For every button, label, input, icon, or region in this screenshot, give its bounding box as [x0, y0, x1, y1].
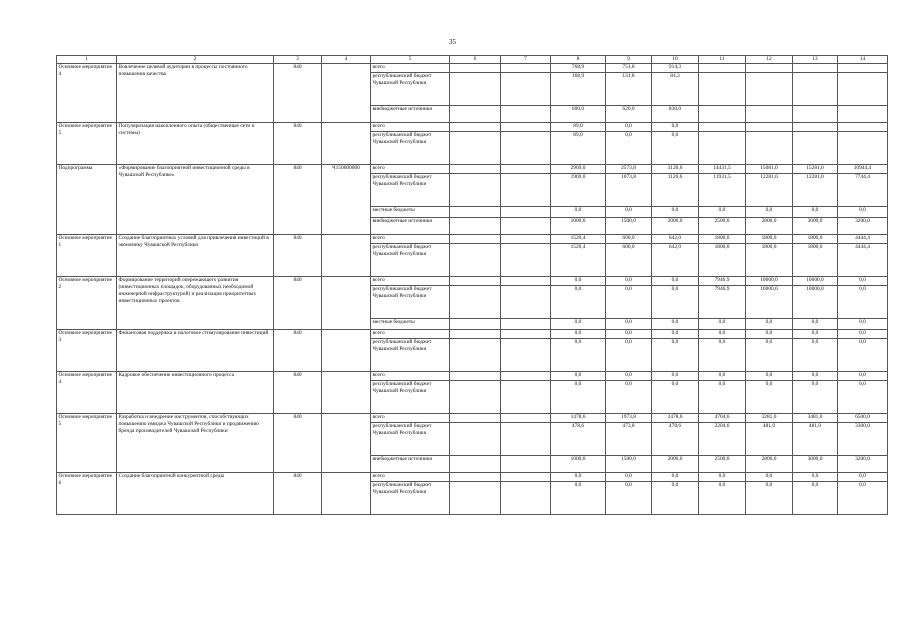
value-cell: 751,8 — [606, 63, 652, 72]
value-cell: 12281,0 — [793, 173, 838, 206]
value-cell: 0,0 — [551, 338, 606, 371]
value-cell: 3281,0 — [746, 413, 793, 422]
column-number-4: 4 — [322, 56, 371, 64]
empty-cell — [450, 455, 501, 472]
value-cell: 1969,0 — [551, 173, 606, 206]
value-cell: 0,0 — [793, 206, 838, 217]
value-cell: 1000,0 — [551, 217, 606, 234]
value-cell — [793, 72, 838, 105]
empty-cell — [501, 422, 551, 455]
value-cell: 2969,0 — [551, 164, 606, 173]
responsible-code-cell: 840 — [274, 371, 322, 413]
value-cell: 14431,5 — [699, 164, 746, 173]
value-cell: 15081,0 — [746, 164, 793, 173]
empty-cell — [501, 455, 551, 472]
empty-cell — [450, 234, 501, 243]
value-cell: 0,0 — [793, 472, 838, 481]
table-row — [57, 329, 888, 338]
responsible-code-cell: 840 — [274, 413, 322, 472]
empty-cell — [450, 243, 501, 276]
empty-cell — [501, 234, 551, 243]
funding-source-cell: всего — [371, 413, 450, 422]
value-cell: 481,0 — [793, 422, 838, 455]
value-cell: 0,0 — [838, 276, 888, 285]
value-cell: 620,0 — [606, 105, 652, 122]
value-cell: 0,0 — [793, 329, 838, 338]
funding-source-cell: республиканский бюджет Чувашской Республики — [371, 173, 450, 206]
value-cell: 0,0 — [551, 472, 606, 481]
value-cell: 10000,0 — [793, 285, 838, 318]
funding-source-cell: местные бюджеты — [371, 318, 450, 329]
value-cell: 0,0 — [606, 131, 652, 164]
column-number-7: 7 — [501, 56, 551, 64]
value-cell: 0,0 — [746, 206, 793, 217]
value-cell: 1073,8 — [606, 173, 652, 206]
funding-source-cell: республиканский бюджет Чувашской Республики — [371, 380, 450, 413]
empty-cell — [450, 422, 501, 455]
value-cell: 1500,0 — [606, 217, 652, 234]
empty-cell — [450, 206, 501, 217]
value-cell: 4444,4 — [838, 234, 888, 243]
value-cell: 1800,0 — [793, 234, 838, 243]
empty-cell — [450, 164, 501, 173]
value-cell: 0,0 — [652, 338, 699, 371]
value-cell: 1500,0 — [606, 455, 652, 472]
value-cell: 0,0 — [652, 131, 699, 164]
funding-source-cell: всего — [371, 276, 450, 285]
table-row — [57, 371, 888, 380]
empty-cell — [501, 206, 551, 217]
value-cell: 3200,0 — [838, 455, 888, 472]
column-number-14: 14 — [838, 56, 888, 64]
column-number-13: 13 — [793, 56, 838, 64]
event-name-cell: Основное мероприятие 4 — [57, 371, 117, 413]
table-row — [57, 164, 888, 173]
table-header-row — [57, 56, 888, 64]
empty-cell — [501, 318, 551, 329]
table-row — [57, 276, 888, 285]
value-cell: 0,0 — [551, 318, 606, 329]
value-cell — [746, 131, 793, 164]
empty-cell — [450, 413, 501, 422]
value-cell — [838, 131, 888, 164]
table-row — [57, 63, 888, 72]
value-cell: 89,0 — [551, 122, 606, 131]
table-row — [57, 413, 888, 422]
value-cell — [838, 122, 888, 131]
value-cell: 0,0 — [699, 481, 746, 514]
value-cell: 0,0 — [838, 380, 888, 413]
responsible-code-cell: 840 — [274, 276, 322, 329]
value-cell: 0,0 — [746, 481, 793, 514]
value-cell: 1478,6 — [551, 413, 606, 422]
value-cell: 0,0 — [746, 472, 793, 481]
value-cell: 0,0 — [699, 380, 746, 413]
empty-cell — [450, 371, 501, 380]
value-cell: 131,8 — [606, 72, 652, 105]
empty-cell — [450, 173, 501, 206]
value-cell: 600,0 — [551, 105, 606, 122]
funding-source-cell: внебюджетные источники — [371, 217, 450, 234]
value-cell: 7744,4 — [838, 173, 888, 206]
empty-cell — [501, 413, 551, 422]
empty-cell — [450, 122, 501, 131]
funding-source-cell: всего — [371, 122, 450, 131]
value-cell: 0,0 — [606, 371, 652, 380]
empty-cell — [501, 472, 551, 481]
value-cell: 0,0 — [838, 472, 888, 481]
value-cell: 0,0 — [793, 481, 838, 514]
value-cell — [746, 63, 793, 72]
empty-cell — [501, 173, 551, 206]
empty-cell — [450, 131, 501, 164]
value-cell: 914,3 — [652, 63, 699, 72]
budget-code-cell — [322, 276, 371, 329]
value-cell: 2500,0 — [699, 217, 746, 234]
budget-code-cell: Ч150000000 — [322, 164, 371, 234]
value-cell: 0,0 — [606, 338, 652, 371]
value-cell: 0,0 — [551, 285, 606, 318]
funding-source-cell: всего — [371, 329, 450, 338]
event-name-cell: Основное мероприятие 5 — [57, 413, 117, 472]
responsible-code-cell: 840 — [274, 122, 322, 164]
budget-code-cell — [322, 122, 371, 164]
event-name-cell: Основное мероприятие 6 — [57, 472, 117, 514]
value-cell: 15281,0 — [793, 164, 838, 173]
value-cell — [746, 105, 793, 122]
value-cell: 4444,4 — [838, 243, 888, 276]
event-name-cell: Основное мероприятие 1 — [57, 234, 117, 276]
responsible-code-cell: 840 — [274, 234, 322, 276]
empty-cell — [501, 371, 551, 380]
empty-cell — [450, 318, 501, 329]
event-name-cell: Основное мероприятие 3 — [57, 329, 117, 371]
value-cell: 0,0 — [793, 371, 838, 380]
value-cell: 0,0 — [746, 329, 793, 338]
event-description-cell: Финансовая поддержка и налоговое стимулирование инвестиций — [117, 329, 274, 371]
empty-cell — [501, 481, 551, 514]
column-number-12: 12 — [746, 56, 793, 64]
event-name-cell: Основное мероприятие 5 — [57, 122, 117, 164]
budget-code-cell — [322, 63, 371, 122]
value-cell: 642,0 — [652, 234, 699, 243]
value-cell: 0,0 — [551, 329, 606, 338]
value-cell: 0,0 — [746, 338, 793, 371]
value-cell: 0,0 — [551, 276, 606, 285]
column-number-8: 8 — [551, 56, 606, 64]
empty-cell — [450, 63, 501, 72]
funding-source-cell: внебюджетные источники — [371, 105, 450, 122]
value-cell: 600,0 — [606, 243, 652, 276]
funding-source-cell: республиканский бюджет Чувашской Республики — [371, 422, 450, 455]
value-cell: 1800,0 — [699, 243, 746, 276]
empty-cell — [450, 285, 501, 318]
value-cell: 0,0 — [606, 380, 652, 413]
value-cell — [838, 105, 888, 122]
responsible-code-cell: 840 — [274, 472, 322, 514]
budget-code-cell — [322, 329, 371, 371]
value-cell: 10000,0 — [746, 276, 793, 285]
event-description-cell: Вовлечение целевой аудитории в процессы постоянного повышения качества — [117, 63, 274, 122]
value-cell: 0,0 — [606, 329, 652, 338]
value-cell: 0,0 — [606, 276, 652, 285]
value-cell: 0,0 — [793, 338, 838, 371]
value-cell — [746, 72, 793, 105]
value-cell: 0,0 — [551, 206, 606, 217]
budget-code-cell — [322, 371, 371, 413]
column-number-2: 2 — [117, 56, 274, 64]
value-cell: 0,0 — [652, 380, 699, 413]
table-row — [57, 472, 888, 481]
value-cell — [793, 122, 838, 131]
budget-code-cell — [322, 413, 371, 472]
value-cell: 10944,4 — [838, 164, 888, 173]
empty-cell — [450, 338, 501, 371]
column-number-6: 6 — [450, 56, 501, 64]
value-cell: 0,0 — [551, 380, 606, 413]
value-cell: 478,6 — [652, 422, 699, 455]
empty-cell — [501, 164, 551, 173]
page-number: 35 — [449, 38, 456, 46]
value-cell: 3120,6 — [652, 164, 699, 173]
empty-cell — [450, 472, 501, 481]
value-cell: 0,0 — [606, 481, 652, 514]
funding-source-cell: внебюджетные источники — [371, 455, 450, 472]
column-number-1: 1 — [57, 56, 117, 64]
empty-cell — [501, 243, 551, 276]
funding-source-cell: всего — [371, 234, 450, 243]
value-cell: 2478,6 — [652, 413, 699, 422]
funding-source-cell: республиканский бюджет Чувашской Республики — [371, 72, 450, 105]
value-cell: 830,0 — [652, 105, 699, 122]
value-cell: 0,0 — [746, 380, 793, 413]
value-cell: 2573,8 — [606, 164, 652, 173]
value-cell: 3200,0 — [838, 217, 888, 234]
event-name-cell: Подпрограмма — [57, 164, 117, 234]
event-name-cell: Основное мероприятие 2 — [57, 276, 117, 329]
responsible-code-cell: 840 — [274, 164, 322, 234]
program-finance-table — [56, 55, 888, 515]
event-name-cell: Основное мероприятие 4 — [57, 63, 117, 122]
funding-source-cell: республиканский бюджет Чувашской Республики — [371, 481, 450, 514]
value-cell: 0,0 — [838, 481, 888, 514]
value-cell: 2500,0 — [699, 455, 746, 472]
value-cell: 0,0 — [838, 329, 888, 338]
value-cell: 0,0 — [652, 371, 699, 380]
column-number-10: 10 — [652, 56, 699, 64]
funding-source-cell: всего — [371, 472, 450, 481]
value-cell: 89,0 — [551, 131, 606, 164]
empty-cell — [450, 217, 501, 234]
event-description-cell: Популяризация накопленного опыта (общественные сети и системы) — [117, 122, 274, 164]
responsible-code-cell: 840 — [274, 63, 322, 122]
value-cell: 3481,0 — [793, 413, 838, 422]
value-cell: 0,0 — [793, 380, 838, 413]
table-row — [57, 234, 888, 243]
event-description-cell: Кадровое обеспечение инвестиционного процесса — [117, 371, 274, 413]
value-cell: 84,3 — [652, 72, 699, 105]
value-cell: 0,0 — [606, 206, 652, 217]
value-cell — [793, 131, 838, 164]
column-number-3: 3 — [274, 56, 322, 64]
event-description-cell: «Формирование благоприятной инвестиционной среды в Чувашской Республике» — [117, 164, 274, 234]
value-cell: 10000,0 — [793, 276, 838, 285]
column-number-11: 11 — [699, 56, 746, 64]
value-cell: 600,0 — [606, 234, 652, 243]
value-cell: 478,6 — [551, 422, 606, 455]
responsible-code-cell: 840 — [274, 329, 322, 371]
value-cell — [793, 63, 838, 72]
funding-source-cell: всего — [371, 164, 450, 173]
value-cell — [793, 105, 838, 122]
value-cell: 0,0 — [699, 318, 746, 329]
value-cell: 0,0 — [746, 318, 793, 329]
value-cell: 0,0 — [838, 371, 888, 380]
empty-cell — [501, 217, 551, 234]
value-cell: 1800,0 — [746, 234, 793, 243]
value-cell: 10000,0 — [746, 285, 793, 318]
value-cell: 11931,5 — [699, 173, 746, 206]
value-cell: 2800,0 — [746, 455, 793, 472]
empty-cell — [501, 63, 551, 72]
value-cell: 0,0 — [652, 206, 699, 217]
empty-cell — [501, 285, 551, 318]
value-cell: 0,0 — [838, 285, 888, 318]
empty-cell — [450, 380, 501, 413]
value-cell: 1520,4 — [551, 234, 606, 243]
value-cell: 0,0 — [699, 472, 746, 481]
value-cell: 4704,6 — [699, 413, 746, 422]
empty-cell — [450, 105, 501, 122]
value-cell: 473,8 — [606, 422, 652, 455]
value-cell: 0,0 — [652, 285, 699, 318]
value-cell: 6500,0 — [838, 413, 888, 422]
value-cell: 0,0 — [699, 371, 746, 380]
column-number-9: 9 — [606, 56, 652, 64]
event-description-cell: Создание благоприятной конкурентной среды — [117, 472, 274, 514]
event-description-cell: Формирование территорий опережающего развития (инвестиционных площадок, оборудованных необходимой инженерной инфраструктурой) и реализация приоритетных инвестиционных проектов — [117, 276, 274, 329]
empty-cell — [450, 329, 501, 338]
value-cell: 0,0 — [838, 206, 888, 217]
empty-cell — [450, 72, 501, 105]
value-cell: 768,9 — [551, 63, 606, 72]
empty-cell — [501, 122, 551, 131]
value-cell: 0,0 — [838, 318, 888, 329]
empty-cell — [450, 481, 501, 514]
value-cell: 2800,0 — [746, 217, 793, 234]
empty-cell — [501, 131, 551, 164]
empty-cell — [501, 105, 551, 122]
funding-source-cell: республиканский бюджет Чувашской Республики — [371, 243, 450, 276]
value-cell: 1120,6 — [652, 173, 699, 206]
value-cell: 2000,0 — [652, 217, 699, 234]
empty-cell — [501, 380, 551, 413]
value-cell: 0,0 — [652, 329, 699, 338]
value-cell: 0,0 — [699, 338, 746, 371]
value-cell: 0,0 — [699, 329, 746, 338]
budget-code-cell — [322, 472, 371, 514]
value-cell: 0,0 — [551, 371, 606, 380]
value-cell: 2000,0 — [652, 455, 699, 472]
table-row — [57, 122, 888, 131]
value-cell: 0,0 — [652, 481, 699, 514]
funding-source-cell: республиканский бюджет Чувашской Республики — [371, 285, 450, 318]
value-cell — [838, 63, 888, 72]
value-cell: 2204,6 — [699, 422, 746, 455]
value-cell: 0,0 — [652, 122, 699, 131]
value-cell: 0,0 — [606, 472, 652, 481]
value-cell: 7946,9 — [699, 285, 746, 318]
value-cell — [838, 72, 888, 105]
value-cell: 1800,0 — [699, 234, 746, 243]
funding-source-cell: республиканский бюджет Чувашской Республики — [371, 338, 450, 371]
value-cell — [699, 122, 746, 131]
value-cell: 1973,8 — [606, 413, 652, 422]
value-cell — [699, 131, 746, 164]
value-cell: 1800,0 — [793, 243, 838, 276]
event-description-cell: Разработка и внедрение инструментов, способствующих повышению имиджа Чувашской Республики и продвижению бренда производителей Чувашской Республики — [117, 413, 274, 472]
value-cell: 0,0 — [838, 338, 888, 371]
value-cell: 0,0 — [606, 318, 652, 329]
value-cell: 3000,0 — [793, 217, 838, 234]
value-cell: 0,0 — [652, 276, 699, 285]
value-cell: 642,0 — [652, 243, 699, 276]
empty-cell — [501, 72, 551, 105]
value-cell: 0,0 — [652, 318, 699, 329]
funding-source-cell: всего — [371, 371, 450, 380]
value-cell — [699, 72, 746, 105]
value-cell: 0,0 — [551, 481, 606, 514]
funding-source-cell: местные бюджеты — [371, 206, 450, 217]
value-cell: 7946,9 — [699, 276, 746, 285]
empty-cell — [501, 329, 551, 338]
empty-cell — [450, 276, 501, 285]
value-cell: 168,9 — [551, 72, 606, 105]
funding-source-cell: республиканский бюджет Чувашской Республики — [371, 131, 450, 164]
value-cell: 1800,0 — [746, 243, 793, 276]
column-number-5: 5 — [371, 56, 450, 64]
value-cell: 481,0 — [746, 422, 793, 455]
value-cell: 0,0 — [699, 206, 746, 217]
value-cell: 0,0 — [793, 318, 838, 329]
value-cell — [699, 63, 746, 72]
value-cell: 12281,0 — [746, 173, 793, 206]
funding-source-cell: всего — [371, 63, 450, 72]
empty-cell — [501, 338, 551, 371]
budget-code-cell — [322, 234, 371, 276]
value-cell: 0,0 — [606, 285, 652, 318]
value-cell: 1000,0 — [551, 455, 606, 472]
value-cell: 1520,4 — [551, 243, 606, 276]
value-cell: 0,0 — [606, 122, 652, 131]
value-cell — [699, 105, 746, 122]
event-description-cell: Создание благоприятных условий для привлечения инвестиций в экономику Чувашской Республики — [117, 234, 274, 276]
value-cell: 3000,0 — [793, 455, 838, 472]
value-cell: 0,0 — [746, 371, 793, 380]
empty-cell — [501, 276, 551, 285]
value-cell — [746, 122, 793, 131]
value-cell: 3300,0 — [838, 422, 888, 455]
value-cell: 0,0 — [652, 472, 699, 481]
